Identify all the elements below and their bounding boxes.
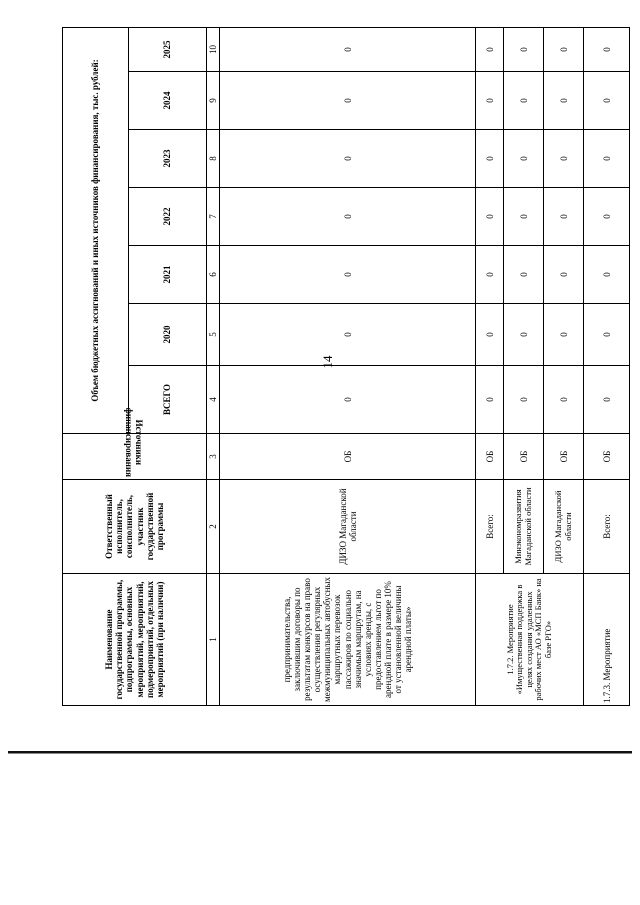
header-source	[63, 407, 207, 480]
header-name: Наименование государственной программы, подпрограммы, основных мероприятий, мероприятий, подмероприятий, отдельных мероприятий (при наличии)	[63, 574, 207, 706]
row-value: 0	[584, 246, 630, 304]
bottom-rule-shadow	[8, 753, 632, 754]
row-value: 0	[504, 246, 544, 304]
col-number: 7	[207, 188, 220, 246]
row-value: 0	[220, 188, 476, 246]
row-value: 0	[220, 366, 476, 434]
row-value: 0	[544, 188, 584, 246]
col-number: 4	[207, 366, 220, 434]
row-source: ОБ	[504, 434, 544, 480]
row-executor: Всего:	[476, 480, 504, 574]
row-source: ОБ	[220, 434, 476, 480]
header-year: 2024	[129, 72, 207, 130]
header-year: 2021	[129, 246, 207, 304]
table-row	[220, 27, 476, 705]
row-value: 0	[504, 72, 544, 130]
row-value: 0	[584, 188, 630, 246]
header-row-1	[63, 27, 129, 705]
row-value: 0	[476, 188, 504, 246]
row-value: 0	[544, 304, 584, 366]
row-value: 0	[476, 246, 504, 304]
row-executor: Минэкономразвития Магаданской области	[504, 480, 544, 574]
header-year: ВСЕГО	[129, 366, 207, 434]
row-value: 0	[220, 130, 476, 188]
row-value: 0	[584, 304, 630, 366]
row-value: 0	[476, 304, 504, 366]
row-value: 0	[220, 246, 476, 304]
header-year: 2023	[129, 130, 207, 188]
row-value: 0	[544, 130, 584, 188]
header-year: 2025	[129, 27, 207, 71]
row-value: 0	[504, 304, 544, 366]
row-source: ОБ	[584, 434, 630, 480]
row-value: 0	[584, 130, 630, 188]
row-value: 0	[476, 366, 504, 434]
page-number: 14	[320, 355, 335, 369]
col-number: 6	[207, 246, 220, 304]
col-number: 5	[207, 304, 220, 366]
table-row	[476, 27, 504, 705]
row-executor: ДИЗО Магаданской области	[220, 480, 476, 574]
col-number: 1	[207, 574, 220, 706]
col-number: 9	[207, 72, 220, 130]
row-value: 0	[544, 72, 584, 130]
header-year: 2020	[129, 304, 207, 366]
row-value: 0	[504, 130, 544, 188]
row-value: 0	[504, 188, 544, 246]
row-source: ОБ	[476, 434, 504, 480]
row-value: 0	[584, 27, 630, 71]
table-row	[584, 27, 630, 705]
row-name: 1.7.3. Мероприятие	[584, 574, 630, 706]
row-value: 0	[504, 27, 544, 71]
rotated-table-container	[62, 28, 628, 706]
row-value: 0	[476, 130, 504, 188]
row-value: 0	[544, 366, 584, 434]
row-name: 1.7.2. Мероприятие «Имущественная поддержка в целях создания удаленных рабочих мест АО «МСП Банк» на базе РГО»	[476, 574, 584, 706]
row-value: 0	[544, 246, 584, 304]
row-value: 0	[504, 366, 544, 434]
column-number-row	[207, 27, 220, 705]
header-source-text: Источники финансирования	[124, 407, 145, 478]
header-funding: Объем бюджетных ассигнований и иных источников финансирования, тыс. рублей:	[63, 27, 129, 433]
row-executor: ДИЗО Магаданской области	[544, 480, 584, 574]
row-value: 0	[476, 72, 504, 130]
col-number: 2	[207, 480, 220, 574]
row-name: предпринимательства, заключившим договоры по результатам конкурсов на право осуществления регулярных межмуниципальных автобусных маршрутных перевозок пассажиров по социально значимым маршрутам, на условиях аренды, с предоставлением льгот по арендной плате в размере 10% от установленной величины арендной платы»	[220, 574, 476, 706]
row-value: 0	[476, 27, 504, 71]
row-value: 0	[584, 72, 630, 130]
row-value: 0	[544, 27, 584, 71]
row-value: 0	[220, 72, 476, 130]
row-value: 0	[220, 27, 476, 71]
col-number: 8	[207, 130, 220, 188]
col-number: 10	[207, 27, 220, 71]
row-value: 0	[584, 366, 630, 434]
col-number: 3	[207, 434, 220, 480]
row-executor: Всего:	[584, 480, 630, 574]
header-executor: Ответственный исполнитель, соисполнитель, участник государственной программы	[63, 480, 207, 574]
row-value: 0	[220, 304, 476, 366]
funding-table	[62, 27, 630, 706]
header-year: 2022	[129, 188, 207, 246]
row-source: ОБ	[544, 434, 584, 480]
